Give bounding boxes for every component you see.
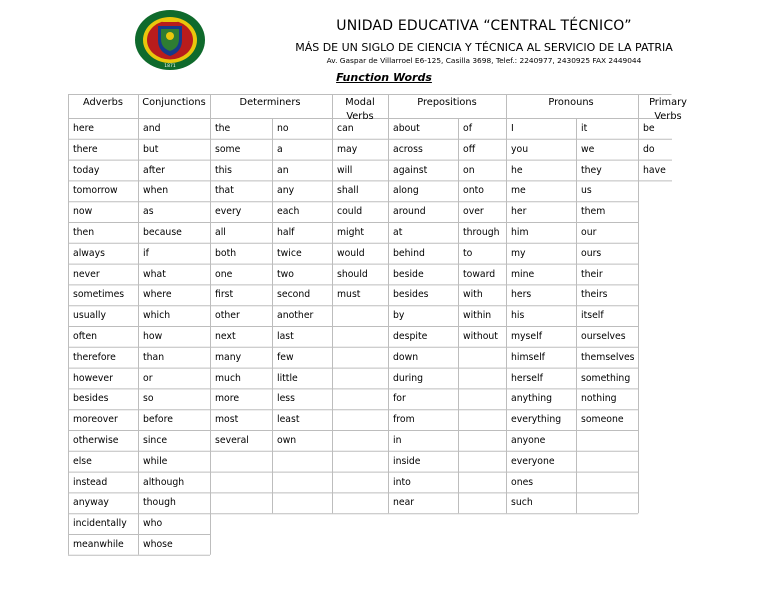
header-pronouns: Pronouns <box>548 97 594 108</box>
cell-adverb: instead <box>73 476 108 488</box>
cell-determiner: many <box>215 351 242 363</box>
cell-adverb: here <box>73 123 94 134</box>
cell-preposition: for <box>393 393 406 405</box>
cell-adverb: however <box>73 372 113 384</box>
cell-preposition: down <box>393 351 419 363</box>
cell-conjunction: after <box>143 164 165 176</box>
cell-pronoun: you <box>511 143 529 155</box>
cell-determiner: one <box>215 268 233 280</box>
cell-conjunction: which <box>143 310 171 322</box>
cell-adverb: anyway <box>73 497 109 509</box>
cell-determiner: own <box>277 435 297 446</box>
cell-conjunction: than <box>143 351 165 363</box>
cell-pronoun: they <box>581 164 602 176</box>
cell-preposition: with <box>463 289 483 301</box>
cell-determiner: this <box>215 164 232 176</box>
cell-conjunction: if <box>143 247 149 259</box>
cell-adverb: therefore <box>73 351 116 363</box>
cell-preposition: by <box>393 310 405 322</box>
cell-determiner: second <box>277 289 311 301</box>
header-primary-verbs: Primary Verbs <box>649 97 687 122</box>
cell-preposition: at <box>393 227 403 238</box>
cell-conjunction: while <box>143 455 168 467</box>
cell-conjunction: where <box>143 289 172 301</box>
function-words-table <box>68 94 687 560</box>
cell-adverb: often <box>73 331 98 342</box>
cell-pronoun: it <box>581 123 588 134</box>
school-motto: MÁS DE UN SIGLO DE CIENCIA Y TÉCNICA AL SERVICIO DE LA PATRIA <box>295 41 673 54</box>
cell-determiner: more <box>215 393 240 405</box>
cell-determiner: most <box>215 414 239 426</box>
cell-determiner: less <box>277 393 295 405</box>
cell-determiner: least <box>277 414 300 426</box>
page-title: Function Words <box>336 71 432 84</box>
header-adverbs: Adverbs <box>83 97 123 108</box>
cell-pronoun: mine <box>511 268 535 280</box>
cell-adverb: usually <box>73 310 106 322</box>
cell-preposition: off <box>463 143 476 155</box>
cell-adverb: incidentally <box>73 518 127 530</box>
cell-determiner: little <box>277 372 298 384</box>
header-prepositions: Prepositions <box>417 97 477 108</box>
cell-conjunction: though <box>143 497 176 509</box>
cell-adverb: sometimes <box>73 289 125 301</box>
cell-pronoun: my <box>511 247 526 259</box>
cell-modal-verb: should <box>337 268 368 280</box>
cell-modal-verb: could <box>337 206 363 218</box>
cell-preposition: inside <box>393 455 421 467</box>
cell-conjunction: although <box>143 476 185 488</box>
cell-pronoun: he <box>511 164 523 176</box>
cell-adverb: today <box>73 164 100 176</box>
cell-primary-verb: be <box>643 123 655 134</box>
cell-determiner: all <box>215 227 226 238</box>
cell-preposition: within <box>463 310 492 322</box>
cell-preposition: through <box>463 227 500 238</box>
cell-pronoun: her <box>511 206 527 218</box>
school-address: Av. Gaspar de Villarroel E6-125, Casilla 3698, Telef.: 2240977, 2430925 FAX 2449044 <box>326 56 642 65</box>
cell-determiner: half <box>277 227 295 238</box>
cell-primary-verb: do <box>643 143 655 155</box>
cell-determiner: first <box>215 289 234 301</box>
cell-pronoun: such <box>511 497 533 509</box>
header-determiners: Determiners <box>239 97 301 108</box>
cell-preposition: into <box>393 476 411 488</box>
cell-pronoun: his <box>511 310 525 322</box>
cell-preposition: near <box>393 497 415 509</box>
cell-pronoun: him <box>511 227 529 238</box>
cell-pronoun: ours <box>581 247 602 259</box>
cell-pronoun: itself <box>581 310 604 322</box>
cell-pronoun: someone <box>581 414 624 426</box>
cell-adverb: else <box>73 455 92 467</box>
header-modal-verbs: Modal Verbs <box>345 97 375 122</box>
cell-modal-verb: would <box>337 247 365 259</box>
school-seal-logo <box>134 9 207 71</box>
cell-modal-verb: must <box>337 289 361 301</box>
cell-preposition: about <box>393 123 420 134</box>
cell-determiner: another <box>277 310 314 322</box>
cell-pronoun: everything <box>511 414 562 426</box>
cell-pronoun: us <box>581 185 592 197</box>
cell-conjunction: since <box>143 435 168 446</box>
cell-determiner: few <box>277 351 294 363</box>
cell-modal-verb: may <box>337 143 358 155</box>
cell-modal-verb: shall <box>337 185 359 197</box>
cell-preposition: besides <box>393 289 429 301</box>
cell-pronoun: their <box>581 268 603 280</box>
cell-determiner: some <box>215 143 241 155</box>
cell-preposition: around <box>393 206 426 218</box>
school-name: UNIDAD EDUCATIVA “CENTRAL TÉCNICO” <box>336 18 632 34</box>
cell-pronoun: anything <box>511 393 553 405</box>
cell-adverb: never <box>73 268 100 280</box>
cell-determiner: much <box>215 372 241 384</box>
cell-determiner: no <box>277 123 289 134</box>
cell-pronoun: something <box>581 372 631 384</box>
cell-conjunction: because <box>143 227 182 238</box>
cell-preposition: along <box>393 185 419 197</box>
cell-conjunction: what <box>143 268 166 280</box>
cell-preposition: toward <box>463 268 496 280</box>
cell-determiner: other <box>215 310 240 322</box>
cell-conjunction: and <box>143 123 161 134</box>
cell-conjunction: how <box>143 331 163 342</box>
cell-pronoun: anyone <box>511 435 546 446</box>
cell-pronoun: our <box>581 227 597 238</box>
cell-preposition: despite <box>393 331 428 342</box>
cell-determiner: a <box>277 143 283 155</box>
cell-adverb: there <box>73 143 98 155</box>
cell-determiner: two <box>277 268 294 280</box>
cell-pronoun: them <box>581 206 606 218</box>
cell-pronoun: myself <box>511 331 542 342</box>
cell-pronoun: himself <box>511 351 545 363</box>
cell-determiner: both <box>215 247 237 259</box>
cell-determiner: twice <box>277 247 302 259</box>
cell-adverb: now <box>73 206 93 218</box>
cell-conjunction: whose <box>143 539 173 550</box>
cell-adverb: besides <box>73 393 109 405</box>
cell-pronoun: ones <box>511 476 534 488</box>
cell-preposition: across <box>393 143 423 155</box>
cell-conjunction: when <box>143 185 169 197</box>
cell-adverb: then <box>73 227 95 238</box>
cell-determiner: every <box>215 206 242 218</box>
cell-adverb: always <box>73 247 105 259</box>
cell-determiner: an <box>277 164 289 176</box>
cell-preposition: of <box>463 123 472 134</box>
cell-preposition: from <box>393 414 415 426</box>
cell-pronoun: we <box>581 143 595 155</box>
cell-determiner: that <box>215 185 234 197</box>
cell-conjunction: who <box>143 518 163 530</box>
cell-pronoun: me <box>511 185 526 197</box>
cell-primary-verb: have <box>643 164 666 176</box>
cell-adverb: moreover <box>73 414 118 426</box>
cell-preposition: during <box>393 372 423 384</box>
svg-text:1871: 1871 <box>164 64 176 69</box>
cell-preposition: to <box>463 247 473 259</box>
header-conjunctions: Conjunctions <box>142 97 206 108</box>
cell-adverb: meanwhile <box>73 539 124 550</box>
cell-determiner: each <box>277 206 300 218</box>
cell-preposition: on <box>463 164 475 176</box>
cell-modal-verb: will <box>337 164 353 176</box>
cell-pronoun: everyone <box>511 455 555 467</box>
cell-pronoun: hers <box>511 289 532 301</box>
cell-preposition: behind <box>393 247 425 259</box>
cell-pronoun: themselves <box>581 351 635 363</box>
cell-determiner: any <box>277 185 295 197</box>
cell-conjunction: or <box>143 372 153 384</box>
cell-preposition: onto <box>463 185 484 197</box>
cell-preposition: against <box>393 164 428 176</box>
cell-determiner: the <box>215 123 231 134</box>
cell-preposition: beside <box>393 268 424 280</box>
cell-conjunction: before <box>143 414 173 426</box>
cell-conjunction: as <box>143 206 154 218</box>
cell-preposition: over <box>463 206 484 218</box>
cell-pronoun: I <box>511 123 514 134</box>
cell-pronoun: ourselves <box>581 331 626 342</box>
cell-determiner: several <box>215 435 249 446</box>
cell-preposition: in <box>393 435 402 446</box>
cell-adverb: otherwise <box>73 435 119 446</box>
cell-pronoun: theirs <box>581 289 608 301</box>
cell-conjunction: so <box>143 393 154 405</box>
cell-modal-verb: might <box>337 227 365 238</box>
cell-pronoun: nothing <box>581 393 617 405</box>
cell-pronoun: herself <box>511 372 543 384</box>
cell-determiner: next <box>215 331 236 342</box>
cell-conjunction: but <box>143 143 159 155</box>
cell-modal-verb: can <box>337 123 354 134</box>
cell-preposition: without <box>463 331 498 342</box>
cell-determiner: last <box>277 331 294 342</box>
cell-adverb: tomorrow <box>73 185 118 197</box>
